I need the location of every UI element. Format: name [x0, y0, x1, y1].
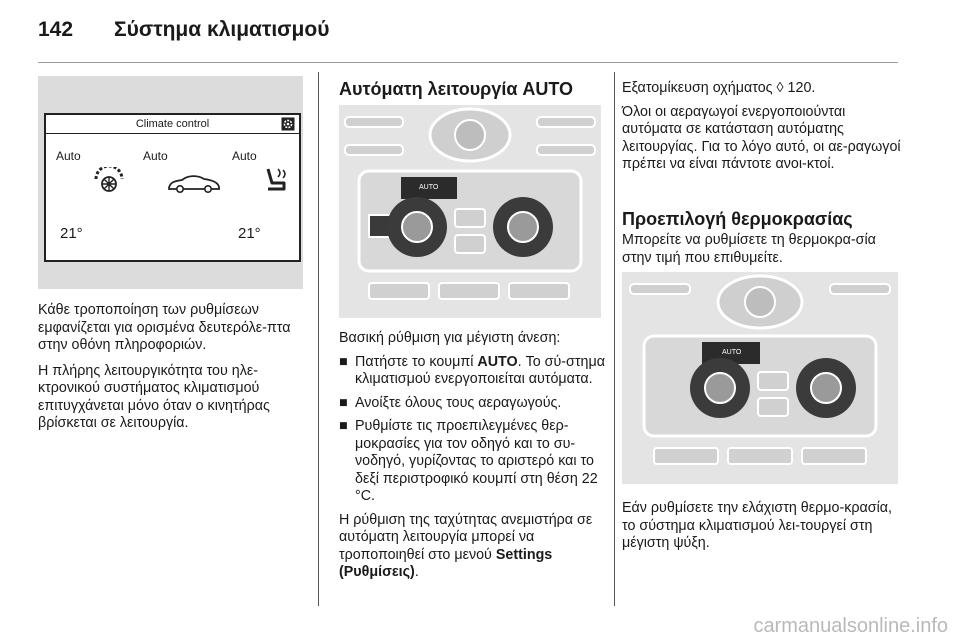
list-item: ■ Ρυθμίστε τις προεπιλεγμένες θερ-μοκρασίες για τον οδηγό και το συ-νοδηγό, γυρίζοντας το αριστερό και το δεξί περιστροφικό κουμπί στη θέση 22 °C. — [339, 418, 598, 504]
list-item: ■ Ανοίξτε όλους τους αεραγωγούς. — [339, 394, 562, 411]
column-divider-2 — [614, 72, 615, 606]
fan-speed-icon — [92, 167, 126, 193]
list-item: ■ Πατήστε το κουμπί AUTO. Το σύ-στημα κλιματισμού ενεργοποιείται αυτόματα. — [339, 353, 605, 387]
auto-label-seat: Auto — [232, 149, 257, 163]
temp-left: 21° — [60, 225, 83, 242]
instruction-list — [339, 354, 605, 506]
bullet-icon: ■ — [339, 394, 348, 411]
paragraph: Εάν ρυθμίσετε την ελάχιστη θερμο-κρασία, το σύστημα κλιματισμού λει-τουργεί στη μέγιστη ψύξη. — [622, 500, 892, 551]
control-panel-illustration-2 — [622, 272, 898, 484]
auto-label-distribution: Auto — [143, 149, 168, 163]
bullet-icon: ■ — [339, 353, 348, 370]
temp-right: 21° — [238, 225, 261, 242]
column-divider-1 — [318, 72, 319, 606]
climate-panel-drawing — [339, 105, 601, 318]
intro-line: Βασική ρύθμιση για μέγιστη άνεση: — [339, 330, 561, 346]
col3-top-text — [622, 80, 904, 174]
section-heading-auto: Αυτόματη λειτουργία AUTO — [339, 79, 574, 99]
climate-display-illustration — [38, 76, 303, 289]
section-heading-temperature: Προεπιλογή θερμοκρασίας — [622, 209, 853, 229]
auto-key: AUTO — [477, 353, 518, 370]
paragraph: Μπορείτε να ρυθμίσετε τη θερμοκρα-σία στην τιμή που επιθυμείτε. — [622, 232, 876, 266]
info-display — [44, 113, 301, 262]
settings-icon — [281, 117, 295, 131]
display-title: Climate control — [46, 115, 299, 134]
cross-reference: Εξατομίκευση οχήματος ◊ 120. — [622, 80, 816, 96]
col1-text — [38, 302, 304, 433]
watermark: carmanualsonline.info — [753, 615, 948, 637]
paragraph: Όλοι οι αεραγωγοί ενεργοποιούνται αυτόματα σε κατάσταση αυτόματης λειτουργίας. Για το λόγο αυτό, οι αε-ραγωγοί πρέπει να είναι πάντοτε ανοι-κτοί. — [622, 103, 901, 172]
heated-seat-icon — [258, 165, 288, 195]
paragraph: Η πλήρης λειτουργικότητα του ηλε-κτρονικού συστήματος κλιματισμού επιτυγχάνεται μόνο όταν ο κινητήρας βρίσκεται σε λειτουργία. — [38, 362, 270, 431]
settings-key: Settings (Ρυθμίσεις) — [339, 546, 553, 580]
car-airflow-icon — [166, 173, 222, 195]
paragraph: Κάθε τροποποίηση των ρυθμίσεων εμφανίζεται για ορισμένα δευτερόλε-πτα στην οθόνη πληροφοριών. — [38, 302, 291, 353]
auto-button-label: AUTO — [419, 184, 439, 191]
bullet-icon: ■ — [339, 418, 348, 434]
page-number: 142 — [38, 18, 74, 41]
control-panel-illustration — [339, 105, 601, 318]
page-title: Σύστημα κλιματισμού — [114, 18, 330, 41]
climate-panel-drawing — [622, 272, 898, 484]
col2-text — [339, 330, 605, 582]
auto-label-fan: Auto — [56, 149, 81, 163]
header-divider — [38, 62, 898, 63]
auto-button-label: AUTO — [722, 349, 742, 356]
paragraph: Η ρύθμιση της ταχύτητας ανεμιστήρα σε αυτόματη λειτουργία μπορεί να τροποποιηθεί στο μενού Settings (Ρυθμίσεις). — [339, 511, 593, 580]
